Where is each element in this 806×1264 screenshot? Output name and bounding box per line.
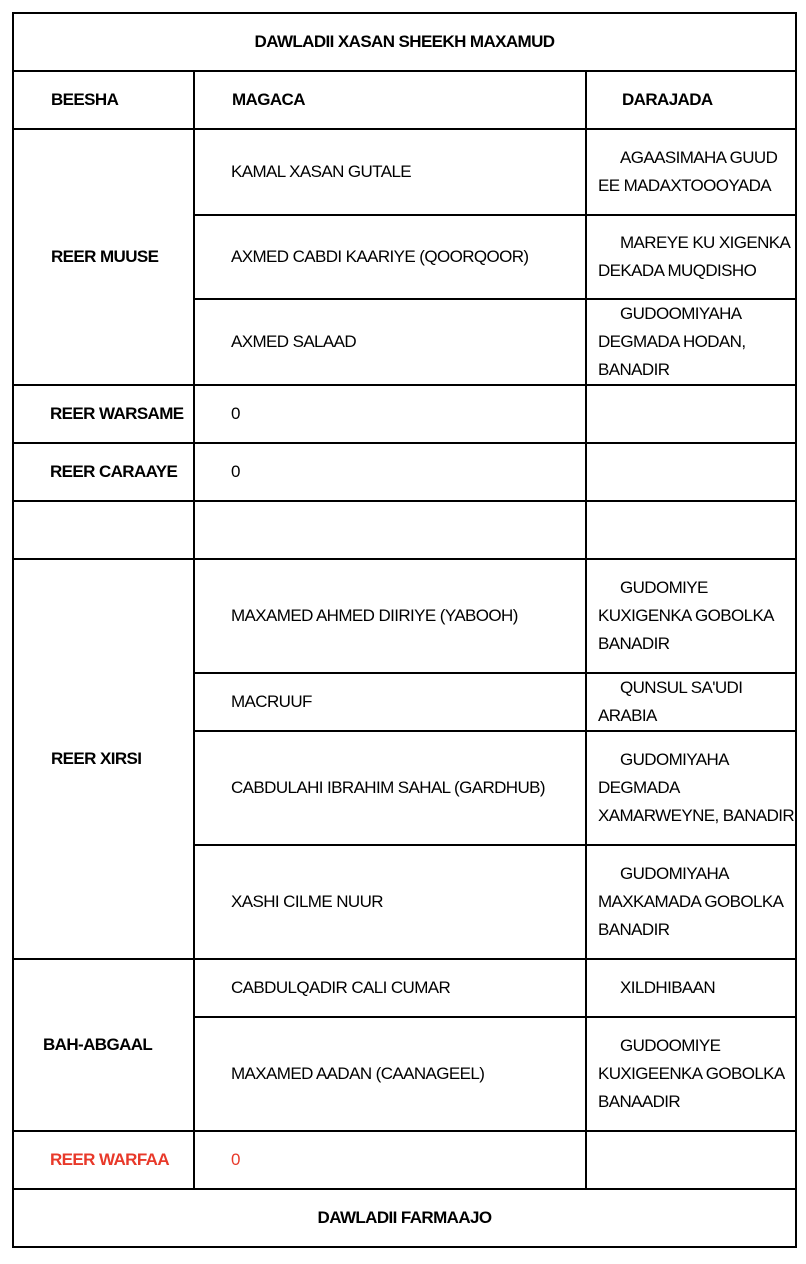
table-title: DAWLADII XASAN SHEEKH MAXAMUD [13,13,796,71]
header-rank: DARAJADA [586,71,796,129]
name-cell: 0 [194,1131,586,1189]
name-cell [194,501,586,559]
table-footer-title: DAWLADII FARMAAJO [13,1189,796,1247]
name-cell: MAXAMED AHMED DIIRIYE (YABOOH) [194,559,586,673]
name-cell: AXMED SALAAD [194,299,586,385]
table-row [13,959,796,1017]
rank-cell: MAREYE KU XIGENKA DEKADA MUQDISHO [586,215,796,299]
rank-cell [586,385,796,443]
table-row [13,559,796,673]
rank-cell: AGAASIMAHA GUUD EE MADAXTOOOYADA [586,129,796,215]
name-cell: CABDULAHI IBRAHIM SAHAL (GARDHUB) [194,731,586,845]
clan-cell [13,501,194,559]
name-cell: 0 [194,443,586,501]
name-cell: XASHI CILME NUUR [194,845,586,959]
name-cell: 0 [194,385,586,443]
name-cell: MAXAMED AADAN (CAANAGEEL) [194,1017,586,1131]
footer-row [13,1189,796,1247]
rank-cell: QUNSUL SA'UDI ARABIA [586,673,796,731]
name-cell: AXMED CABDI KAARIYE (QOORQOOR) [194,215,586,299]
name-cell: MACRUUF [194,673,586,731]
clan-cell: REER CARAAYE [13,443,194,501]
name-cell: KAMAL XASAN GUTALE [194,129,586,215]
title-row [13,13,796,71]
header-row [13,71,796,129]
rank-cell: GUDOOMIYAHA DEGMADA HODAN, BANADIR [586,299,796,385]
rank-cell: GUDOMIYAHA DEGMADA XAMARWEYNE, BANADIR [586,731,796,845]
table-row [13,1131,796,1189]
clan-cell: REER WARSAME [13,385,194,443]
rank-cell [586,1131,796,1189]
clan-cell: BAH-ABGAAL [13,959,194,1131]
name-cell: CABDULQADIR CALI CUMAR [194,959,586,1017]
officials-table [12,12,797,1248]
rank-cell [586,443,796,501]
clan-cell: REER MUUSE [13,129,194,385]
clan-cell: REER XIRSI [13,559,194,959]
clan-cell: REER WARFAA [13,1131,194,1189]
rank-cell [586,501,796,559]
header-clan: BEESHA [13,71,194,129]
rank-cell: GUDOOMIYE KUXIGEENKA GOBOLKA BANAADIR [586,1017,796,1131]
rank-cell: GUDOMIYE KUXIGENKA GOBOLKA BANADIR [586,559,796,673]
empty-row [13,501,796,559]
rank-cell: GUDOMIYAHA MAXKAMADA GOBOLKA BANADIR [586,845,796,959]
table-row [13,129,796,215]
rank-cell: XILDHIBAAN [586,959,796,1017]
table-row [13,443,796,501]
table-row [13,385,796,443]
header-name: MAGACA [194,71,586,129]
